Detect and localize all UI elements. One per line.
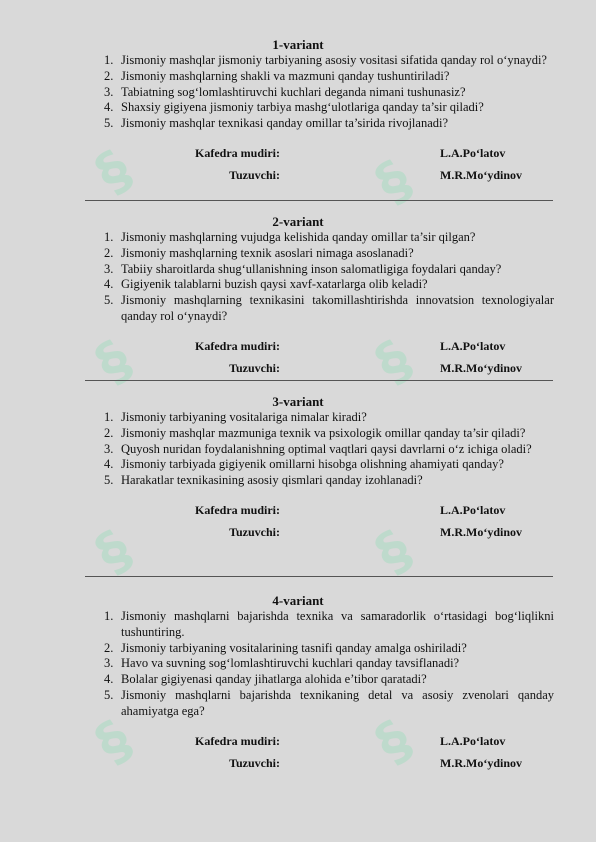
variant-title: 2-variant (272, 214, 324, 229)
signature-name: L.A.Po‘latov (440, 145, 506, 160)
variant-section (0, 37, 596, 190)
signature-row (0, 168, 596, 190)
watermark-shape: § (84, 707, 143, 776)
signature-row (0, 525, 596, 547)
question-item: 2. Jismoniy mashqlarning texnik asoslari nimaga asoslanadi? (104, 245, 414, 260)
question-item: 1. Jismoniy mashqlar jismoniy tarbiyaning asosiy vositasi sifatida qanday rol o‘ynaydi? (104, 53, 547, 67)
watermark-shape: § (364, 327, 423, 396)
question-item: 3. Havo va suvning sog‘lomlashtiruvchi kuchlari qanday tavsiflanadi? (104, 656, 460, 671)
signature-name: M.R.Mo‘ydinov (440, 167, 522, 182)
section-divider (85, 200, 553, 201)
signature-name: L.A.Po‘latov (440, 502, 506, 517)
section-divider (85, 380, 553, 381)
question-item: 1. Jismoniy mashqlarning vujudga kelishida qanday omillar ta’sir qilgan? (104, 230, 476, 244)
variant-section (0, 214, 596, 383)
signature-row (0, 734, 596, 756)
question-list (0, 410, 596, 489)
signature-name: L.A.Po‘latov (440, 733, 506, 748)
question-item: 5. Jismoniy mashqlarning texnikasini takomillashtirishda innovatsion texnologiyalar qanday rol o‘ynaydi? (104, 293, 554, 323)
variant-title: 3-variant (272, 394, 324, 409)
question-item: 5. Jismoniy mashqlarni bajarishda texnikaning detal va asosiy zvenolari qanday ahamiyatga ega? (104, 687, 554, 718)
signature-role: Kafedra mudiri: (195, 733, 280, 748)
question-item: 4. Shaxsiy gigiyena jismoniy tarbiya mashg‘ulotlariga qanday ta’sir qiladi? (104, 100, 484, 115)
watermark-shape: § (364, 707, 423, 776)
signature-role: Tuzuvchi: (229, 524, 280, 539)
question-list (0, 230, 596, 325)
signature-name: M.R.Mo‘ydinov (440, 360, 522, 375)
signature-row (0, 339, 596, 361)
variant-title: 1-variant (272, 37, 324, 52)
variant-section (0, 394, 596, 547)
question-list (0, 609, 596, 720)
signature-row (0, 756, 596, 778)
question-item: 4. Bolalar gigiyenasi qanday jihatlarga alohida e’tibor qaratadi? (104, 672, 427, 687)
question-item: 5. Harakatlar texnikasining asosiy qismlari qanday izohlanadi? (104, 473, 423, 488)
question-item: 2. Jismoniy tarbiyaning vositalarining tasnifi qanday amalga oshiriladi? (104, 640, 467, 655)
watermark-shape: § (84, 327, 143, 396)
question-item: 3. Quyosh nuridan foydalanishning optimal vaqtlari qaysi davrlarni o‘z ichiga oladi? (104, 441, 532, 456)
question-item: 3. Tabiiy sharoitlarda shug‘ullanishning inson salomatligiga foydalari qanday? (104, 261, 502, 276)
question-list (0, 53, 596, 132)
signature-row (0, 146, 596, 168)
watermark-shape: § (364, 517, 423, 586)
signature-role: Tuzuvchi: (229, 755, 280, 770)
signature-name: L.A.Po‘latov (440, 338, 506, 353)
question-item: 5. Jismoniy mashqlar texnikasi qanday omillar ta’sirida rivojlanadi? (104, 116, 449, 131)
signature-row (0, 503, 596, 525)
signature-name: M.R.Mo‘ydinov (440, 524, 522, 539)
watermark-shape: § (364, 147, 423, 216)
question-item: 4. Gigiyenik talablarni buzish qaysi xavf-xatarlarga olib keladi? (104, 277, 428, 292)
variant-title: 4-variant (272, 593, 324, 608)
question-item: 3. Tabiatning sog‘lomlashtiruvchi kuchlari deganda nimani tushunasiz? (104, 84, 466, 99)
signature-role: Kafedra mudiri: (195, 145, 280, 160)
signature-name: M.R.Mo‘ydinov (440, 755, 522, 770)
signature-role: Tuzuvchi: (229, 167, 280, 182)
question-item: 1. Jismoniy mashqlarni bajarishda texnika va samaradorlik o‘rtasidagi bog‘liqlikni tushuntiring. (104, 609, 554, 639)
signature-role: Kafedra mudiri: (195, 338, 280, 353)
watermark-shape: § (84, 517, 143, 586)
section-divider (85, 576, 553, 577)
question-item: 4. Jismoniy tarbiyada gigiyenik omillarni hisobga olishning ahamiyati qanday? (104, 457, 504, 472)
signature-role: Kafedra mudiri: (195, 502, 280, 517)
question-item: 1. Jismoniy tarbiyaning vositalariga nimalar kiradi? (104, 410, 367, 424)
question-item: 2. Jismoniy mashqlarning shakli va mazmuni qanday tushuntiriladi? (104, 68, 450, 83)
signature-role: Tuzuvchi: (229, 360, 280, 375)
watermark-shape: § (84, 137, 143, 206)
question-item: 2. Jismoniy mashqlar mazmuniga texnik va psixologik omillar qanday ta’sir qiladi? (104, 425, 526, 440)
variant-section (0, 593, 596, 778)
